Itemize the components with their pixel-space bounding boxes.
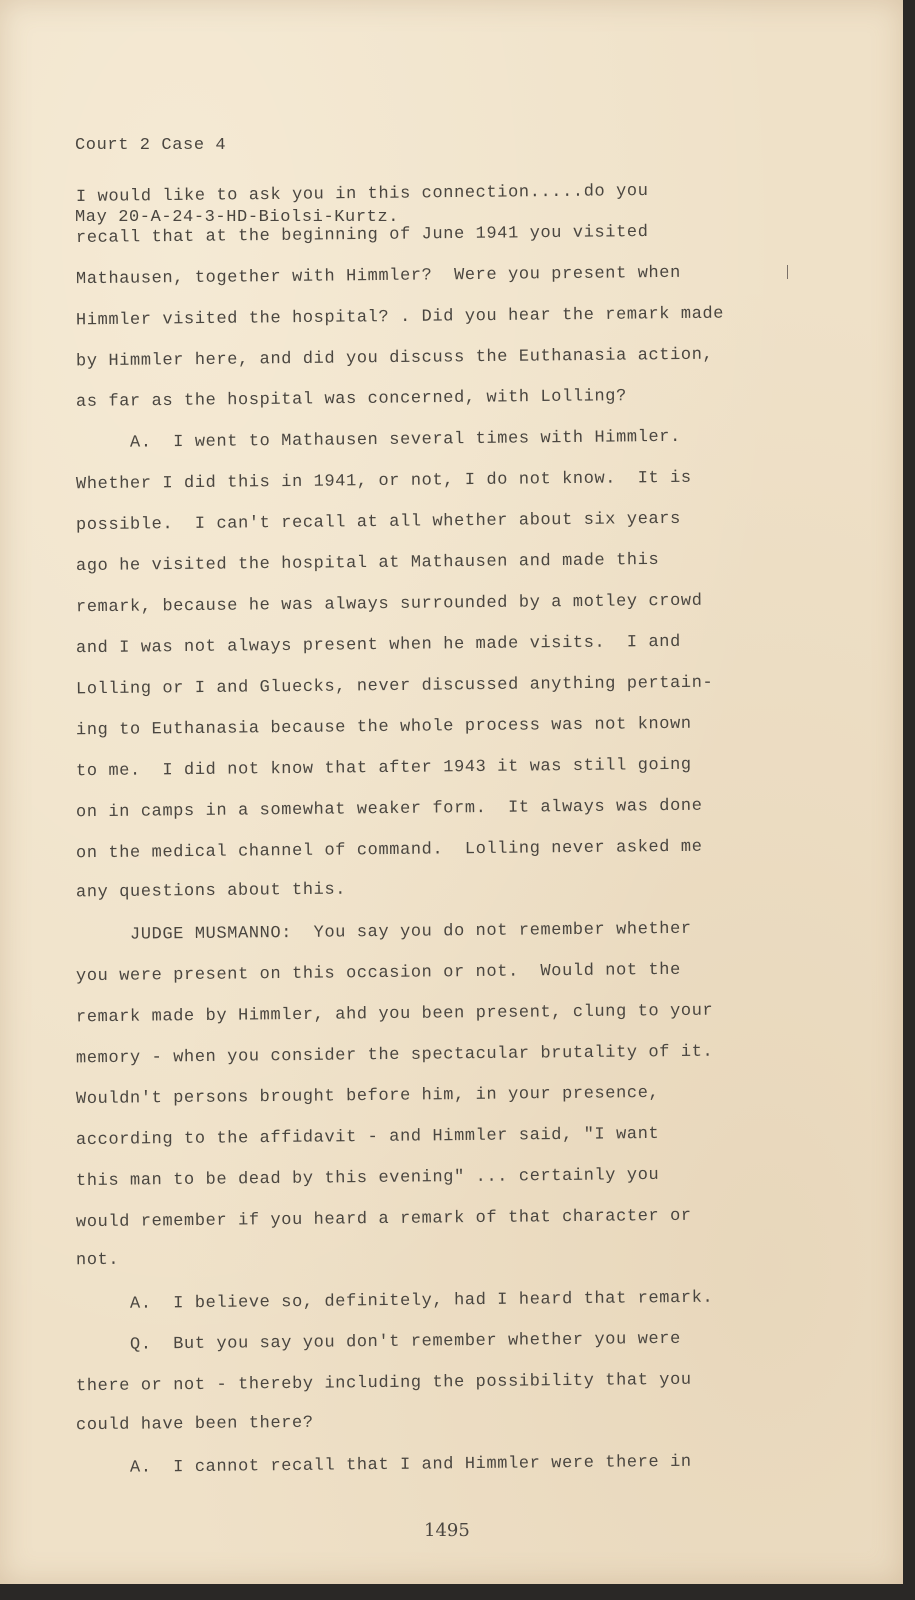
transcript-line: remark, because he was always surrounded by a motley crowd <box>75 591 703 618</box>
transcript-line: you were present on this occasion or not. Would not the <box>75 960 681 987</box>
transcript-line: Q. But you say you don't remember whether you were <box>75 1329 681 1356</box>
transcript-line: would remember if you heard a remark of that character or <box>75 1206 692 1233</box>
transcript-line: ing to Euthanasia because the whole process was not known <box>75 714 692 741</box>
transcript-line: I would like to ask you in this connection.....do you <box>75 182 649 207</box>
page-number: 1495 <box>424 1520 470 1541</box>
transcript-line: Himmler visited the hospital? . Did you hear the remark made <box>75 304 725 331</box>
court-case-line: Court 2 Case 4 <box>75 136 227 155</box>
transcript-line: Wouldn't persons brought before him, in your presence, <box>75 1083 660 1110</box>
transcript-line: A. I went to Mathausen several times with Himmler. <box>75 427 681 454</box>
transcript-line: not. <box>75 1250 120 1271</box>
transcript-line: to me. I did not know that after 1943 it was still going <box>75 755 692 782</box>
transcript-line: remark made by Himmler, ahd you been present, clung to your <box>75 1001 714 1028</box>
transcript-line: A. I cannot recall that I and Himmler were there in <box>75 1452 692 1479</box>
transcript-line: on the medical channel of command. Lolling never asked me <box>75 837 703 864</box>
transcript-line: possible. I can't recall at all whether about six years <box>75 509 681 536</box>
transcript-line: there or not - thereby including the possibility that you <box>75 1370 692 1397</box>
transcript-line: could have been there? <box>75 1413 314 1436</box>
transcript-line: as far as the hospital was concerned, with Lolling? <box>75 387 627 412</box>
session-code-line: May 20-A-24-3-HD-Biolsi-Kurtz. <box>75 208 400 227</box>
transcript-line: Mathausen, together with Himmler? Were you present when <box>75 263 681 290</box>
pencil-tick-mark <box>787 265 788 279</box>
transcript-line: any questions about this. <box>75 880 347 903</box>
transcript-line: JUDGE MUSMANNO: You say you do not remember whether <box>75 919 692 946</box>
transcript-line: by Himmler here, and did you discuss the Euthanasia action, <box>75 345 714 372</box>
transcript-line: Whether I did this in 1941, or not, I do not know. It is <box>75 468 692 495</box>
transcript-line: this man to be dead by this evening" ... certainly you <box>75 1165 660 1192</box>
transcript-line: A. I believe so, definitely, had I heard that remark. <box>75 1288 714 1315</box>
transcript-line: on in camps in a somewhat weaker form. It always was done <box>75 796 703 823</box>
transcript-line: memory - when you consider the spectacular brutality of it. <box>75 1042 714 1069</box>
transcript-line: and I was not always present when he made visits. I and <box>75 632 681 659</box>
transcript-line: Lolling or I and Gluecks, never discussed anything pertain- <box>75 673 714 700</box>
transcript-line: ago he visited the hospital at Mathausen and made this <box>75 550 660 577</box>
transcript-line: recall that at the beginning of June 1941 you visited <box>75 223 649 248</box>
transcript-line: according to the affidavit - and Himmler said, "I want <box>75 1124 660 1151</box>
